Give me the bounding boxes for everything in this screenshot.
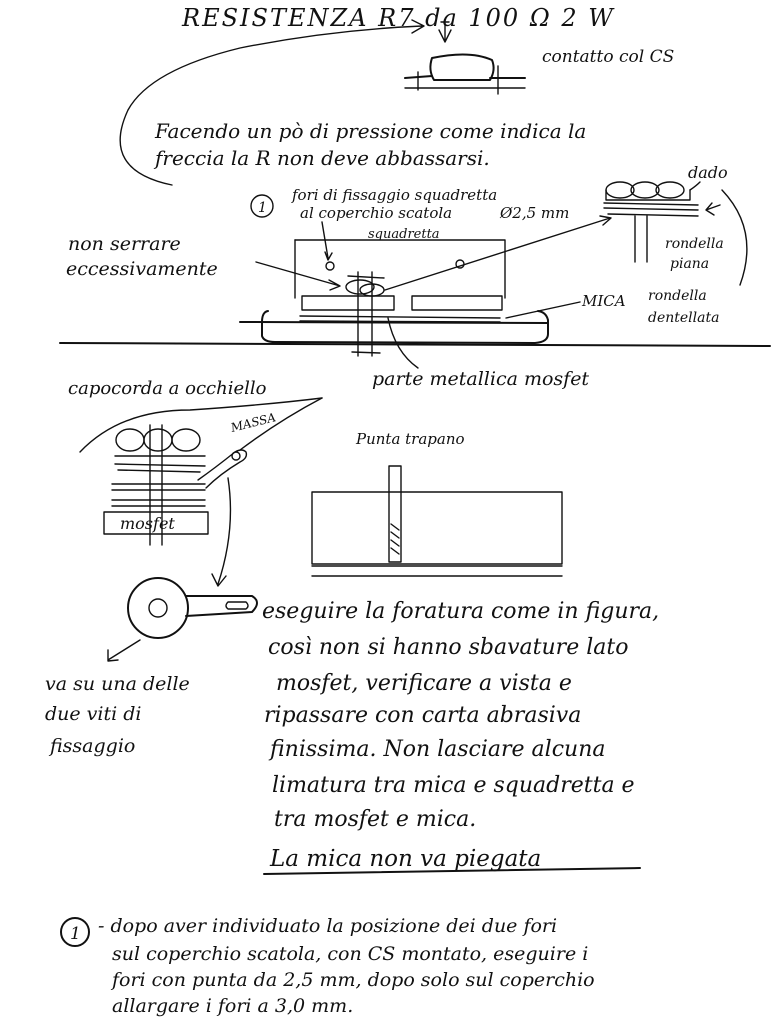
metal-part-label: parte metallica mosfet [372,368,590,390]
page-title: RESISTENZA R7 da 100 Ω 2 W [182,4,615,32]
washer-label-line-1: rondella [665,236,724,252]
mica-label: MICA [582,292,626,310]
svg-text:1: 1 [70,924,81,944]
mica-warning: La mica non va piegata [270,846,542,872]
tighten-arrow [256,262,340,290]
drill-label: Punta trapano [356,430,465,448]
footnote-line-4: allargare i fori a 3,0 mm. [112,995,354,1017]
washer-label-line-2: piana [670,256,710,272]
instruction-line-2: così non si hanno sbavature lato [268,635,629,660]
drill-diagram [312,466,562,576]
toothed-washer-label-line-2: dentellata [648,310,720,326]
footnote-line-3: fori con punta da 2,5 mm, dopo solo sul coperchio [112,969,595,991]
tighten-note-line-2: eccessivamente [66,258,218,280]
instructions-block [262,599,659,832]
instruction-line-7: tra mosfet e mica. [274,807,477,832]
eyelet-mount-sketch [80,398,322,586]
footnote-line-2: sul coperchio scatola, con CS montato, eseguire i [112,943,589,965]
bracket-label: squadretta [368,227,440,242]
resistor-sketch [405,22,525,94]
step-marker-circle [251,195,273,217]
footnote-line-1: - dopo aver individuato la posizione dei due fori [98,915,558,937]
contact-label: contatto col CS [542,47,675,67]
instruction-line-6: limatura tra mica e squadretta e [272,773,635,798]
instruction-line-3: mosfet, verificare a vista e [276,671,572,696]
eyelet-note-line-1: va su una delle [45,673,190,695]
eyelet-note-line-3: fissaggio [50,735,136,757]
holes-label-line-2: al coperchio scatola [300,204,453,222]
hole-diameter-label: Ø2,5 mm [500,204,570,222]
eyelet-terminal-sketch [108,578,257,661]
nut-label: dado [688,163,728,182]
washer-bracket-curve [722,190,747,285]
ground-label: MASSA [229,410,278,435]
eyelet-note-line-2: due viti di [45,703,142,725]
footnote-block [98,915,595,1017]
footnote-marker [61,918,89,946]
pressure-note-line-2: freccia la R non deve abbassarsi. [155,146,490,170]
mica-pointer [506,302,580,318]
toothed-washer-label-line-1: rondella [648,288,707,304]
pressure-note-line-1: Facendo un pò di pressione come indica la [155,119,587,143]
eyelet-title: capocorda a occhiello [68,378,267,399]
holes-label-line-1: fori di fissaggio squadretta [292,186,498,204]
instruction-line-4: ripassare con carta abrasiva [264,703,582,728]
instruction-line-5: finissima. Non lasciare alcuna [270,737,606,762]
mosfet-label: mosfet [120,514,175,533]
instruction-line-1: eseguire la foratura come in figura, [262,599,660,624]
svg-text:1: 1 [258,200,267,216]
tighten-note-line-1: non serrare [68,233,181,255]
